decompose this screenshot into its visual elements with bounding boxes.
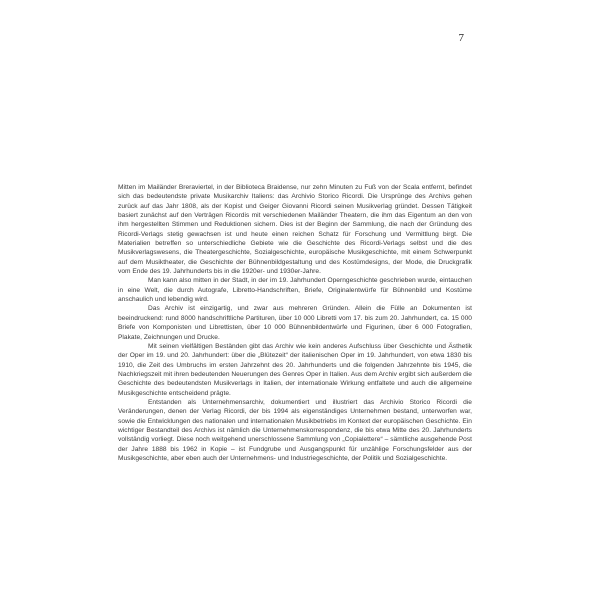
paragraph-uniqueness: Das Archiv ist einzigartig, und zwar aus mehreren Gründen. Allein die Fülle an Dokumenten ist beeindruckend: rund 8000 handschriftliche Partituren, über 10 000 Libretti vom 17. bis zum 20. Jahrhundert, ca. 15 000 Briefe von Komponisten und Librettisten, über 10 000 Bühnenbildentwürfe und Figurinen, über 6 000 Fotografien, Plakate, Zeichnungen und Drucke. bbox=[118, 305, 472, 341]
paragraph-opera-history: Mit seinen vielfältigen Beständen gibt das Archiv wie kein anderes Aufschluss über Geschichte und Ästhetik der Oper im 19. und 20. Jahrhundert: über die „Blütezeit“ der italienischen Oper im 19. Jahrhundert, von etwa 1830 bis 1910, die Zeit des Umbruchs im ersten Jahrzehnt des 20. Jahrhunderts und die folgenden Jahrzehnte bis 1945, die Nachkriegszeit mit ihren bedeutenden Neuerungen des Genres Oper in Italien. Aus dem Archiv ergibt sich außerdem die Geschichte des bedeutendsten Musikverlags in Italien, der internationale Wirkung entfaltete und auch die allgemeine Musikgeschichte entscheidend prägte. bbox=[118, 342, 472, 397]
paragraph-company-archive: Entstanden als Unternehmensarchiv, dokumentiert und illustriert das Archivio Storico Ricordi die Veränderungen, denen der Verlag Ricordi, der bis 1994 als eigenständiges Unternehmen bestand, unterworfen war, sowie die Entwicklungen des nationalen und internationalen Musikbetriebs im Kontext der europäischen Geschichte. Ein wichtiger Bestandteil des Archivs ist nämlich die Unternehmenskorrespondenz, die bis etwa Mitte des 20. Jahrhunderts vollständig vorliegt. Diese noch weitgehend unerschlossene Sammlung von „Copialettere“ – sämtliche ausgehende Post der Jahre 1888 bis 1962 in Kopie – ist Fundgrube und Ausgangspunkt für unzählige Forschungsfelder aus der Musikgeschichte, aber eben auch der Unternehmens- und Industriegeschichte, der Politik und Sozialgeschichte. bbox=[118, 398, 472, 462]
paragraph-intro: Mitten im Mailänder Breraviertel, in der Biblioteca Braidense, nur zehn Minuten zu Fuß von der Scala entfernt, befindet sich das bedeutendste private Musikarchiv Italiens: das Archivio Storico Ricordi. Die Ursprünge des Archivs gehen zurück auf das Jahr 1808, als der Kopist und Geiger Giovanni Ricordi seinen Musikverlag gründet. Dessen Tätigkeit basiert zunächst auf den Verträgen Ricordis mit verschiedenen Mailänder Theatern, die ihm das Eigentum an den von ihm hergestellten Stimmen und Reduktionen sichern. Dies ist der Beginn der Sammlung, die nach der Gründung des Ricordi-Verlags stetig gewachsen ist und heute einen reichen Schatz für Forschung und Vermittlung birgt. Die Materialien betreffen so unterschiedliche Gebiete wie die Geschichte des Ricordi-Verlags selbst und die des Musikverlagswesens, die Theatergeschichte, Sozialgeschichte, europäische Musikgeschichte, mit einem Schwerpunkt auf dem Musiktheater, die Geschichte der Bühnenbildgestaltung und des Kostümdesigns, der Mode, die Druckgrafik vom Ende des 19. Jahrhunderts bis in die 1920er- und 1930er-Jahre. bbox=[118, 184, 472, 276]
paragraph-city: Man kann also mitten in der Stadt, in der im 19. Jahrhundert Operngeschichte geschrieben wurde, eintauchen in eine Welt, die durch Autografe, Libretto-Handschriften, Briefe, Originalentwürfe für Bühnenbild und Kostüme anschaulich und lebendig wird. bbox=[118, 277, 472, 304]
body-text bbox=[118, 183, 472, 463]
page-number: 7 bbox=[458, 32, 464, 44]
